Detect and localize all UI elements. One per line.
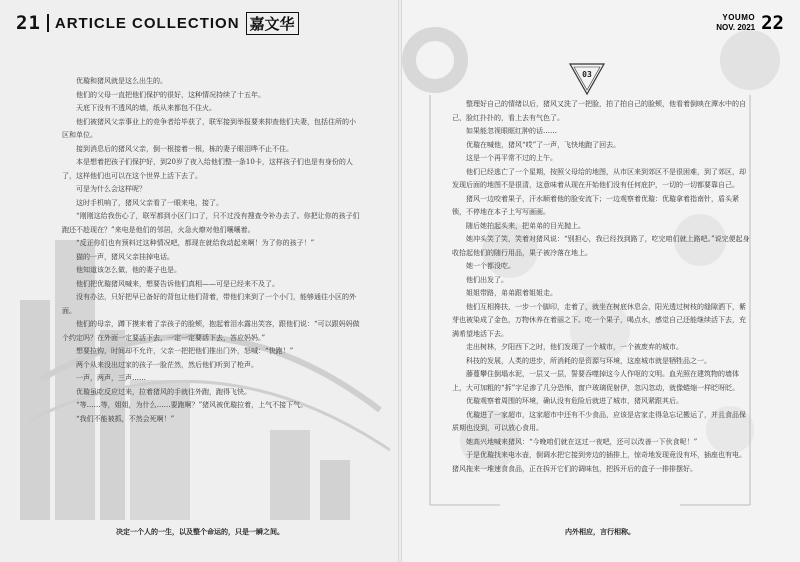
paragraph: 猪风一边咬着果子，汗水顺着他的脸安流下；一边观察着优璇：优璇拿着指南针，盾头紧锁，不停地在本子上写写画画。 bbox=[452, 194, 739, 216]
paragraph: 他们的母亲，蹲下摸来着了亲孩子的脸颊，抱起着泪水露出笑容，跟他们说：“可以跟妈妈做个约定吗？在外面一定要活下去，一定一定要活下去，答应妈妈。” bbox=[62, 320, 360, 342]
paragraph: 他们互相搀扶，一步一个脚印，走着了，就坐在树底休息会，阳光透过树枝的缝隙洒下，紫芽也被染成了金色，万物休养在着丽之下。吃一个果子，喝点水，感觉自己还能继续活下去，充满希望地活下去。 bbox=[452, 302, 746, 338]
paragraph: 这是一个再平常不过的上午。 bbox=[466, 154, 557, 162]
paragraph: 没有办法，只好把早已备好的背包让他们背着，带他们来到了一个小门，能够通往小区的外面。 bbox=[62, 293, 356, 315]
paragraph: 这时手机响了，猪风父亲看了一眼来电，接了。 bbox=[76, 198, 223, 207]
paragraph: 接到消息后的猪风父亲，倒一根接着一根，栋的妻子眼泪哗不止不住。 bbox=[76, 144, 293, 153]
paragraph: 两个从来没出过家的孩子一脸茫然，然后他们听到了枪声。 bbox=[76, 360, 258, 369]
paragraph: 优璇进了一家超市，这家超市中还有不少食品，应该是店家走得急忘记搬运了，并且食品保质期也没到，可以放心食用。 bbox=[452, 410, 746, 432]
issue-info bbox=[716, 13, 755, 33]
right-page bbox=[400, 0, 800, 562]
left-article-body bbox=[62, 75, 362, 426]
paragraph: 天底下没有不透风的墙，纸从来都包不住火。 bbox=[76, 104, 216, 112]
paragraph: 一声，两声，三声…… bbox=[76, 374, 146, 382]
triangle-icon bbox=[568, 62, 606, 96]
paragraph: 优璇和猪风就是这么出生的。 bbox=[76, 77, 167, 85]
header-divider bbox=[47, 14, 49, 32]
paragraph: 姐姐带路，弟弟跟着姐姐走。 bbox=[466, 289, 557, 297]
page-number-left: 21 bbox=[16, 12, 41, 34]
left-header bbox=[16, 12, 299, 34]
book-gutter bbox=[398, 0, 402, 562]
paragraph: 他们出发了。 bbox=[466, 275, 508, 284]
paragraph: 藤蔓攀住倒塌水泥，一层又一层，誓要吞噬掉这今人作呕的文明。血光照在建筑物的墙体上，大可加粗的“拆”字足渗了几分恐怖，窗户玻璃促射伊，忽闪忽动，就像蜷缩一样眨呀眨。 bbox=[452, 370, 740, 392]
paragraph: 可是为什么会这样呢？ bbox=[76, 185, 146, 193]
paragraph: 优璇观察着周围的环境，确认没有危险后就进了城市，猪风紧跟其后。 bbox=[466, 397, 683, 405]
paragraph: 走出树林，夕阳西下之时，他们发现了一个城市，一个被废弃的城市。 bbox=[466, 343, 683, 351]
page-number-right: 22 bbox=[761, 12, 784, 34]
paragraph: 随后她拍起头来，把弟弟的目光抛上。 bbox=[466, 221, 585, 230]
paragraph: 如果能忽视眼眶红肿的话…… bbox=[466, 127, 557, 135]
paragraph: “我们不能被抓，不然会死啊！” bbox=[76, 414, 175, 423]
left-footer-quote: 决定一个人的一生，以及整个命运的，只是一瞬之间。 bbox=[116, 528, 284, 536]
paragraph: 优璇虽吃反应过来，拉着猪风的手就往外跑，跑得飞快。 bbox=[76, 387, 251, 396]
chapter-badge bbox=[568, 62, 606, 96]
paragraph: 他们被猪风父亲事业上的竞争者给毕获了，联军接到举报要来抑查他们夫妻，包括住所的小区和单位。 bbox=[62, 117, 356, 139]
paragraph: 猫的一声，猪风父亲挂掉电话。 bbox=[76, 252, 174, 261]
paragraph: 科技的发展，人类的进步，所消耗的是资源与环境，这座城市就是牺牲品之一。 bbox=[466, 356, 711, 365]
paragraph: 本是想着把孩子们保护好，到20岁了夜入给他们整一条10卡，这样孩子们也是有身份的人了，这样他们也可以在这个世界上活下去了。 bbox=[62, 158, 353, 180]
right-footer-quote: 内外相应，言行相称。 bbox=[565, 528, 635, 536]
paragraph: 她高兴地喊来猪风：“今晚咱们就在这过一夜吧，还可以改善一下伙食呢！” bbox=[466, 437, 698, 446]
paragraph: 他们的父母一直把他们保护的很好，这种情况持续了十五年。 bbox=[76, 90, 265, 99]
paragraph: 她冲头笑了笑，笑着对猪风说：“别担心，我已经找到路了，吃完咱们就上路吧。”说完便起身收拾起他们的随行用品，果子被冷落在地上。 bbox=[452, 235, 750, 257]
paragraph: “等……等，姐姐，为什么……要跑啊？”猪风被优璇拉着，上气不接下气。 bbox=[76, 401, 308, 409]
paragraph: 她一个都没吃。 bbox=[466, 262, 515, 270]
paragraph: 优璇在喊他，猪风“哎”了一声，飞快地跑了回去。 bbox=[466, 140, 621, 149]
paragraph: “反正你们也有预料过这种情况吧，都现在就给我动起来啊！为了你的孩子！” bbox=[76, 239, 315, 247]
paragraph: 他们把优璇猪风喊来，想要告诉他们真相——可是已经来不及了。 bbox=[76, 279, 279, 288]
section-title: ARTICLE COLLECTION bbox=[54, 14, 240, 32]
magazine-name: YOUMO bbox=[722, 13, 756, 22]
paragraph: 他们已经逃亡了一个星期，按照父母给的地图，从市区来到郊区不是很困难，到了郊区，却发现后面的地图不是很清，这意味着从现在开始他们没有任何庇护，一切的一切都要靠自己。 bbox=[452, 167, 746, 189]
right-article-body bbox=[452, 98, 752, 476]
paragraph: 于是优璇找来电水壶，倒调水把它接到旁边的插排上，惊奇地发现竟没有坏，插座也有电。猪风拖来一堆速食食品，正在拆开它们的调味包，把拆开后的盒子一排排摆好。 bbox=[452, 451, 746, 473]
paragraph: “刚刚这给我伤心了，联军都到小区门口了，只不过没有搜查令补办去了。你把让你的孩子们跑还不趁现在？”来电是他们的邻居，火急火燎对他们嚷嚷着。 bbox=[62, 212, 360, 234]
right-header bbox=[716, 12, 784, 34]
chapter-number: 03 bbox=[582, 70, 592, 79]
issue-date: NOV. 2021 bbox=[716, 23, 756, 32]
paragraph: 他知道该怎么做，他的妻子也是。 bbox=[76, 266, 181, 274]
paragraph: 想要拉钩，时间却不允许，父亲一把把他们推出门外，怒喊：“快跑！” bbox=[76, 347, 294, 355]
brand-name: 嘉文华 bbox=[246, 12, 299, 35]
paragraph: 整理好自己的情绪以后，猪风又洗了一把脸，拍了拍自己的脸颊，他看着倒映在潭水中的自己，脸红扑扑的，看上去有气色了。 bbox=[452, 100, 746, 122]
